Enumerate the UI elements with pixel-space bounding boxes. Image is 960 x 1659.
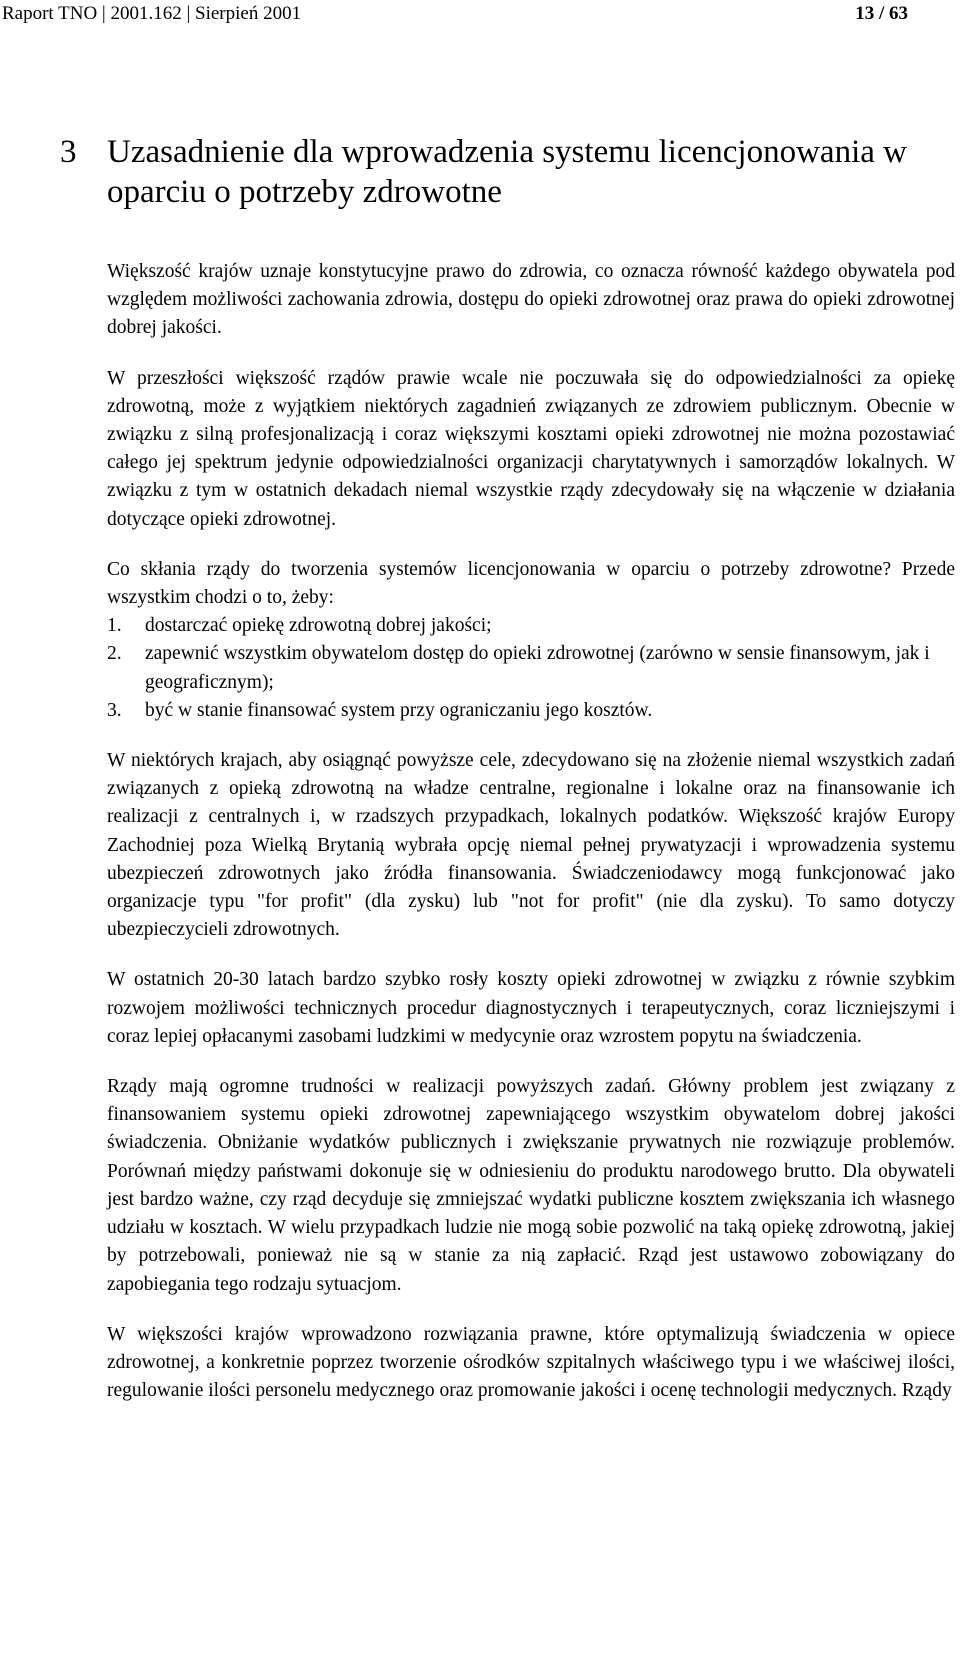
paragraph-4: W niektórych krajach, aby osiągnąć powyższe cele, zdecydowano się na złożenie niemal wszystkich zadań związanych z opieką zdrowotną na władze centralne, regionalne i lokalne oraz na finansowanie ich realizacji z centralnych i, w rzadszych przypadkach, lokalnych podatków. Większość krajów Europy Zachodniej poza Wielką Brytanią wybrała opcję niemal pełnej prywatyzacji i wprowadzenia systemu ubezpieczeń zdrowotnych jako źródła finansowania. Świadczeniodawcy mogą funkcjonować jako organizacje typu "for profit" (dla zysku) lub "not for profit" (nie dla zysku). To samo dotyczy ubezpieczycieli zdrowotnych. xyxy=(107,750,955,941)
page-number: 13 / 63 xyxy=(855,3,908,24)
list-item-number: 3. xyxy=(107,699,122,721)
list-item-number: 2. xyxy=(107,643,122,665)
paragraph-7: W większości krajów wprowadzono rozwiązania prawne, które optymalizują świadczenia w opiece zdrowotnej, a konkretnie poprzez tworzenie ośrodków szpitalnych właściwego typu i we właściwej ilości, regulowanie ilości personelu medycznego oraz promowanie jakości i ocenę technologii medycznych. Rządy xyxy=(107,1323,955,1402)
list-item xyxy=(107,697,955,725)
paragraph-5: W ostatnich 20-30 latach bardzo szybko rosły koszty opieki zdrowotnej w związku z równie szybkim rozwojem możliwości technicznych procedur diagnostycznych i terapeutycznych, coraz liczniejszymi i coraz lepiej opłacanymi zasobami ludzkimi w medycynie oraz wzrostem popytu na świadczenia. xyxy=(107,969,955,1047)
paragraph-1: Większość krajów uznaje konstytucyjne prawo do zdrowia, co oznacza równość każdego obywatela pod względem możliwości zachowania zdrowia, dostępu do opieki zdrowotnej oraz prawa do opieki zdrowotnej dobrej jakości. xyxy=(107,261,955,339)
list-item-number: 1. xyxy=(107,615,122,637)
list-item xyxy=(107,640,955,696)
paragraph-6: Rządy mają ogromne trudności w realizacji powyższych zadań. Główny problem jest związany z finansowaniem systemu opieki zdrowotnej zapewniającego wszystkim obywatelom dobrej jakości świadczenia. Obniżanie wydatków publicznych i zwiększanie prywatnych nie rozwiązuje problemów. Porównań między państwami dokonuje się w odniesieniu do produktu narodowego brutto. Dla obywateli jest bardzo ważne, czy rząd decyduje się zmniejszać wydatki publiczne kosztem zwiększania ich własnego udziału w kosztach. W wielu przypadkach ludzie nie mogą sobie pozwolić na taką opiekę zdrowotną, jakiej by potrzebowali, ponieważ nie są w stanie za nią zapłacić. Rząd jest ustawowo zobowiązany do zapobiegania tego rodzaju sytuacjom. xyxy=(107,1076,955,1295)
paragraph-2: W przeszłości większość rządów prawie wcale nie poczuwała się do odpowiedzialności za opiekę zdrowotną, może z wyjątkiem niektórych zagadnień związanych ze zdrowiem publicznym. Obecnie w związku z silną profesjonalizacją i coraz większymi kosztami opieki zdrowotnej nie można pozostawiać całego jej spektrum jedynie odpowiedzialności organizacji charytatywnych i samorządów lokalnych. W związku z tym w ostatnich dekadach niemal wszystkie rządy zdecydowały się na włączenie w działania dotyczące opieki zdrowotnej. xyxy=(107,367,955,530)
section-number: 3 xyxy=(60,134,77,170)
document-body xyxy=(107,258,955,1427)
paragraph-3: Co skłania rządy do tworzenia systemów licencjonowania w oparciu o potrzeby zdrowotne? Przede wszystkim chodzi o to, żeby: xyxy=(107,558,955,609)
page-header xyxy=(2,2,908,26)
list-item-text: zapewnić wszystkim obywatelom dostęp do opieki zdrowotnej (zarówno w sensie finansowym, jak i geograficznym); xyxy=(145,643,930,693)
report-header-text: Raport TNO | 2001.162 | Sierpień 2001 xyxy=(2,3,302,24)
section-title: Uzasadnienie dla wprowadzenia systemu licencjonowania w oparciu o potrzeby zdrowotne xyxy=(107,134,907,210)
list-item-text: dostarczać opiekę zdrowotną dobrej jakości; xyxy=(145,615,492,637)
goals-list xyxy=(107,612,955,725)
list-item xyxy=(107,612,955,640)
list-item-text: być w stanie finansować system przy ograniczaniu jego kosztów. xyxy=(145,699,653,721)
